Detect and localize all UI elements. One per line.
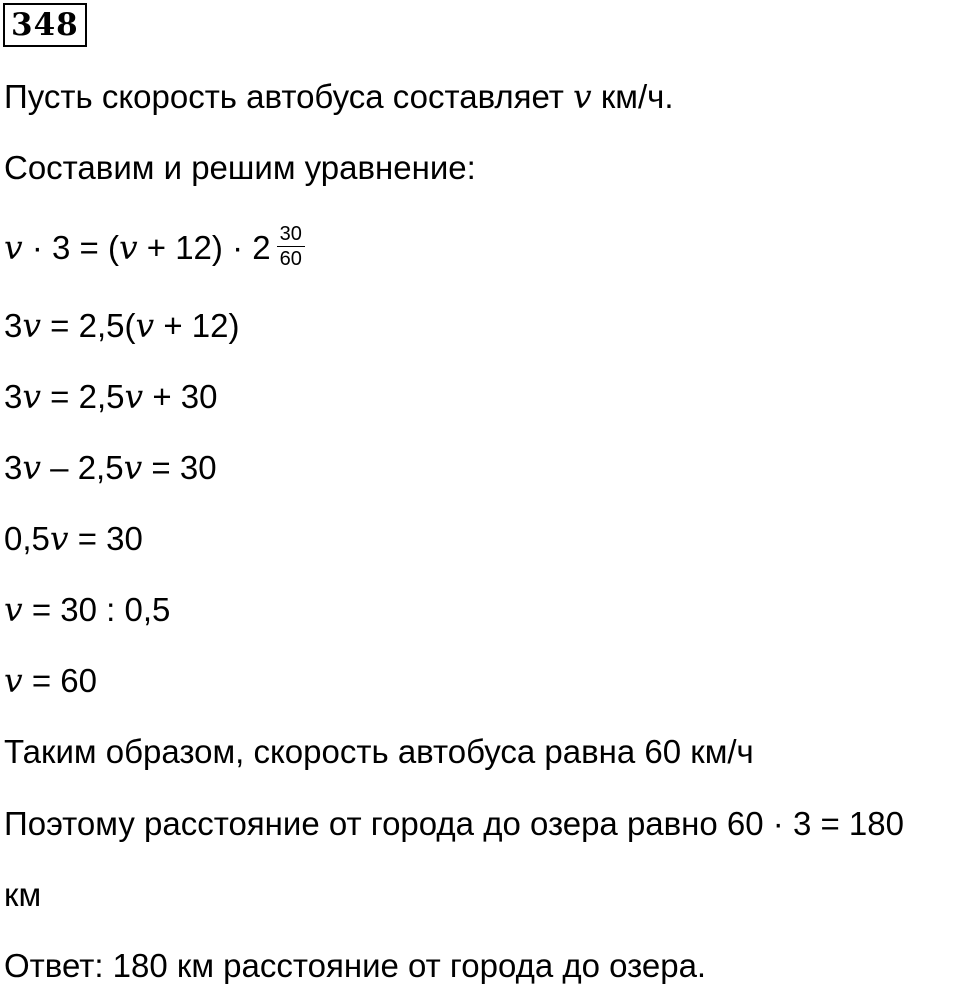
fraction-numerator: 30 bbox=[277, 223, 305, 247]
variable-v: v bbox=[22, 306, 42, 345]
intro-line bbox=[4, 77, 674, 117]
eq1-part1: · 3 = ( bbox=[22, 229, 119, 267]
setup-line: Составим и решим уравнение: bbox=[4, 149, 476, 186]
eq1-part2: + 12) · 2 bbox=[137, 229, 271, 267]
fraction-denominator: 60 bbox=[279, 248, 302, 270]
eq2-b: = 2,5( bbox=[41, 307, 136, 344]
problem-number: 348 bbox=[3, 3, 87, 47]
variable-v: v bbox=[4, 661, 23, 700]
fraction bbox=[277, 223, 305, 270]
equation-7 bbox=[4, 661, 97, 701]
variable-v: v bbox=[135, 306, 155, 345]
conclusion-line-2-continued: км bbox=[4, 876, 42, 913]
eq7-b: = 60 bbox=[22, 662, 97, 699]
conclusion-line-2: Поэтому расстояние от города до озера равно 60 · 3 = 180 bbox=[4, 805, 904, 842]
equation-1 bbox=[4, 223, 305, 274]
variable-v: v bbox=[118, 228, 138, 268]
eq3-b: = 2,5 bbox=[41, 378, 125, 415]
variable-v: v bbox=[49, 519, 69, 558]
equation-2 bbox=[4, 306, 239, 346]
variable-v: v bbox=[124, 377, 144, 416]
eq5-a: 0,5 bbox=[4, 520, 50, 557]
eq5-b: = 30 bbox=[68, 520, 143, 557]
intro-text-before: Пусть скорость автобуса составляет bbox=[4, 78, 574, 115]
variable-v: v bbox=[22, 448, 42, 487]
answer-line: Ответ: 180 км расстояние от города до озера. bbox=[4, 947, 707, 984]
variable-v: v bbox=[22, 377, 42, 416]
eq4-c: = 30 bbox=[142, 449, 217, 486]
eq2-a: 3 bbox=[4, 307, 23, 344]
eq3-c: + 30 bbox=[143, 378, 218, 415]
equation-5 bbox=[4, 519, 143, 559]
variable-v: v bbox=[123, 448, 143, 487]
eq3-a: 3 bbox=[4, 378, 23, 415]
equation-6 bbox=[4, 590, 170, 630]
equation-3 bbox=[4, 377, 217, 417]
variable-v: v bbox=[4, 228, 23, 268]
eq2-c: + 12) bbox=[154, 307, 240, 344]
variable-v: v bbox=[573, 77, 592, 116]
eq4-b: – 2,5 bbox=[41, 449, 124, 486]
conclusion-line-1: Таким образом, скорость автобуса равна 60 км/ч bbox=[4, 733, 754, 770]
intro-text-after: км/ч. bbox=[591, 78, 674, 115]
variable-v: v bbox=[4, 590, 23, 629]
eq6-b: = 30 : 0,5 bbox=[22, 591, 171, 628]
eq4-a: 3 bbox=[4, 449, 23, 486]
equation-4 bbox=[4, 448, 217, 488]
